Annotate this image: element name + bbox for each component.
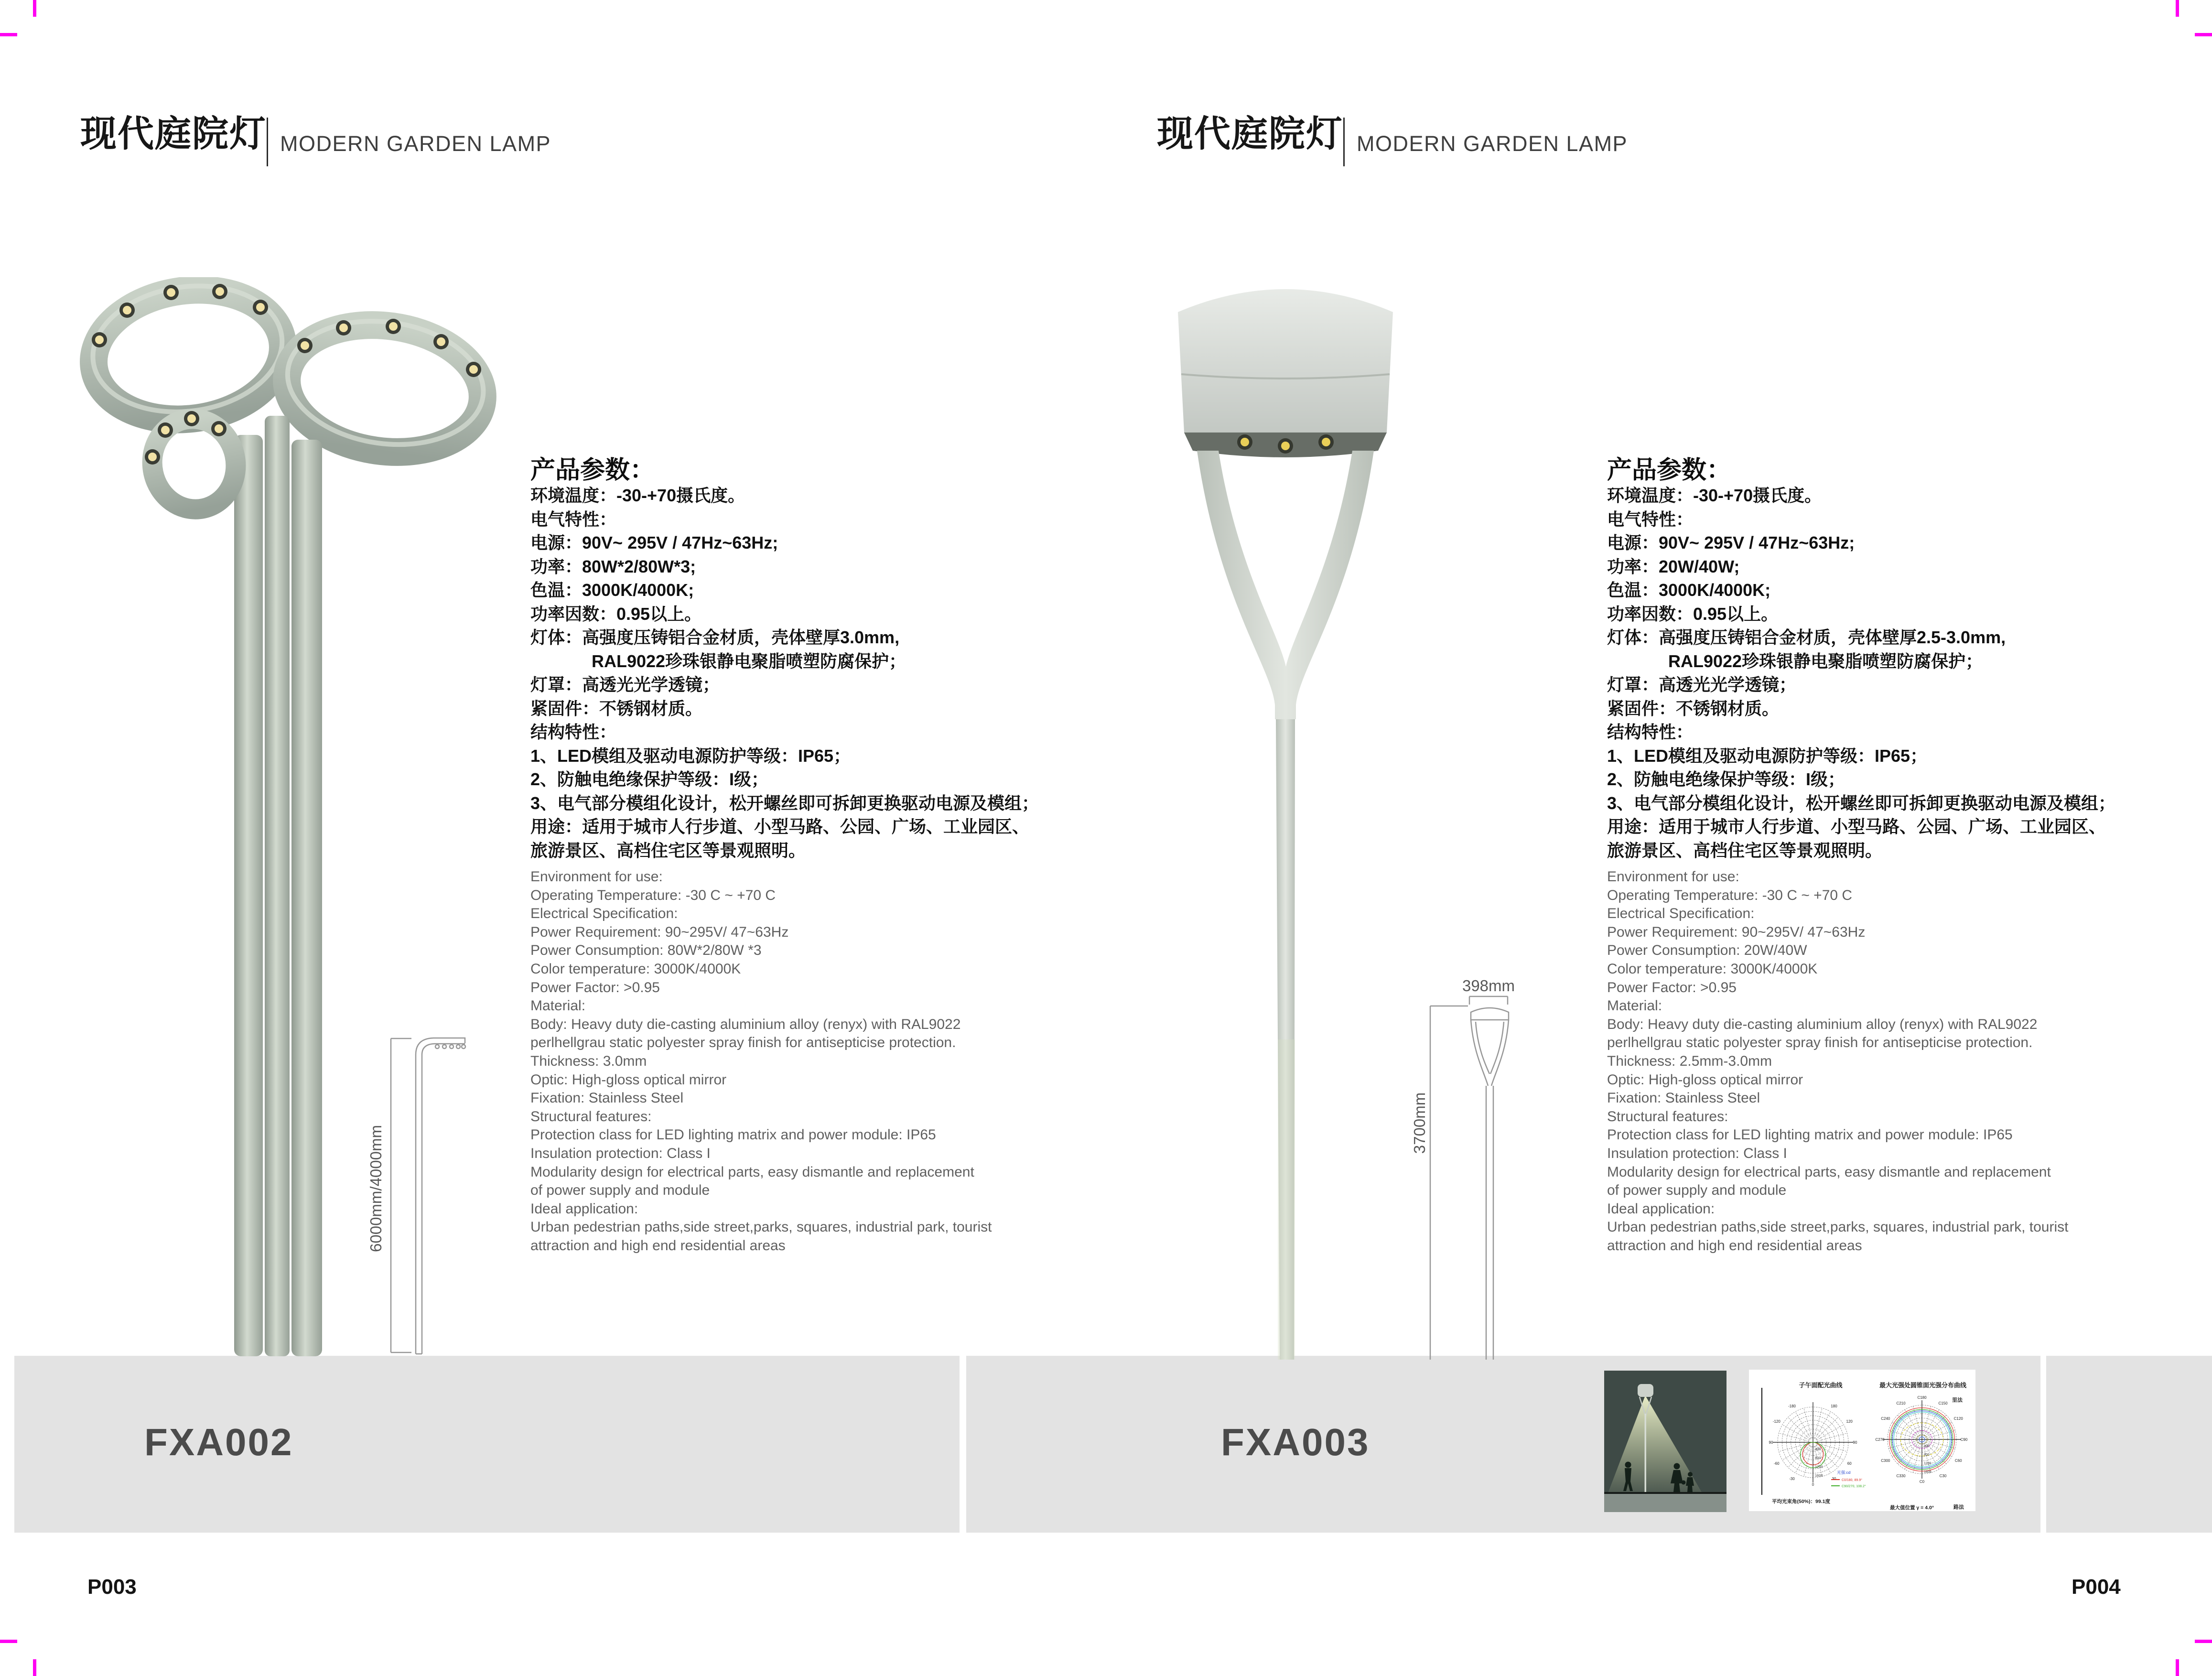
chart-label: 光强:cd (1837, 1470, 1851, 1475)
chart-label: C300 (1881, 1459, 1890, 1463)
chart-label: C180 (1917, 1395, 1927, 1400)
crop-mark-bottom-right-h (2195, 1640, 2212, 1643)
spec-line-cn: 功率：80W*2/80W*3; (530, 556, 696, 576)
spec-line-en: perlhellgrau static polyester spray finish for antisepticise protection. (530, 1035, 956, 1051)
spec-line-en: Structural features: (1607, 1108, 1728, 1125)
specs-en-list (1607, 868, 2171, 1255)
chart-label: 120 (1846, 1419, 1853, 1424)
chart-label: C210 (1896, 1401, 1906, 1406)
spec-line-cn: 2、防触电绝缘保护等级：I级； (530, 769, 769, 789)
spec-line-en: Power Requirement: 90~295V/ 47~63Hz (530, 924, 789, 940)
params-title: 产品参数： (530, 456, 655, 484)
chart-label: C240 (1881, 1416, 1890, 1421)
spec-line-cn: 电源：90V~ 295V / 47Hz~63Hz; (530, 533, 778, 552)
spec-line-cn: 紧固件：不锈钢材质。 (530, 698, 703, 718)
spec-line-cn: 电气特性： (530, 509, 617, 529)
spec-line-en: Urban pedestrian paths,side street,parks, squares, industrial park, tourist (1607, 1219, 2069, 1235)
spec-line-cn: 灯罩：高透光光学透镜； (1607, 675, 1797, 694)
spec-line-en: of power supply and module (1607, 1182, 1787, 1199)
chart-label: C60 (1954, 1459, 1962, 1463)
chart-label: C270 (1875, 1438, 1885, 1442)
spec-line-en: Material: (1607, 998, 1662, 1014)
spec-line-en: Power Requirement: 90~295V/ 47~63Hz (1607, 924, 1866, 940)
chart-label: C90/270, 108.2° (1842, 1485, 1866, 1488)
chart-label: C0/180, 89.9° (1842, 1479, 1862, 1482)
page-number: P003 (87, 1575, 137, 1599)
spec-line-en: Modularity design for electrical parts, easy dismantle and replacement (1607, 1164, 2051, 1180)
model-label: FXA003 (1221, 1421, 1370, 1463)
spec-line-en: Environment for use: (1607, 869, 1739, 885)
spec-line-en: Optic: High-gloss optical mirror (1607, 1071, 1803, 1088)
chart-label: 30 (1832, 1477, 1836, 1481)
spec-line-cn: 1、LED模组及驱动电源防护等级：IP65； (530, 746, 851, 766)
chart-label: 1600 (1815, 1473, 1823, 1478)
spec-line-en: Thickness: 3.0mm (530, 1053, 647, 1069)
spec-line-cn: 功率：20W/40W; (1607, 556, 1740, 576)
spec-line-en: Operating Temperature: -30 C ~ +70 C (530, 887, 776, 903)
page-left (0, 0, 1070, 1676)
chart-label: C30 (1939, 1474, 1947, 1479)
spec-line-en: Insulation protection: Class I (530, 1145, 711, 1161)
chart-label: C90 (1960, 1438, 1968, 1442)
spec-line-en: Color temperature: 3000K/4000K (1607, 961, 1818, 977)
chart-label: 180 (1831, 1404, 1837, 1408)
spec-line-en: Ideal application: (1607, 1200, 1715, 1217)
chart-label: C120 (1953, 1416, 1963, 1421)
spec-line-en: Material: (530, 998, 586, 1014)
spec-line-cn: 紧固件：不锈钢材质。 (1607, 698, 1780, 718)
chart-label: 800 (1815, 1456, 1821, 1460)
spec-line-en: attraction and high end residential areas (1607, 1237, 1862, 1254)
spec-line-en: Power Consumption: 80W*2/80W *3 (530, 942, 762, 959)
chart-label: C0 (1919, 1480, 1925, 1484)
chart-label: 1200 (1815, 1464, 1823, 1469)
spec-line-en: Color temperature: 3000K/4000K (530, 961, 741, 977)
dimension-height-fxa003: 3700mm (1411, 1092, 1428, 1154)
chart-label: 1200 (1924, 1462, 1931, 1465)
cone-corner-top-label: 里法 (1952, 1397, 1963, 1403)
page-title-cn: 现代庭院灯 (1157, 114, 1343, 154)
photometric-panel (1749, 1370, 1975, 1511)
spec-line-cn: 色温：3000K/4000K; (530, 580, 694, 600)
spec-line-en: Optic: High-gloss optical mirror (530, 1071, 727, 1088)
dimension-width-fxa003: 398mm (1462, 977, 1515, 995)
spec-line-en: Power Factor: >0.95 (1607, 979, 1737, 995)
spec-line-cn: 1、LED模组及驱动电源防护等级：IP65； (1607, 746, 1928, 766)
spec-line-cn: 2、防触电绝缘保护等级：I级； (1607, 769, 1845, 789)
header-divider (267, 118, 268, 166)
spec-line-en: Fixation: Stainless Steel (530, 1090, 684, 1106)
page-title-cn: 现代庭院灯 (80, 114, 267, 154)
model-label: FXA002 (144, 1421, 293, 1463)
chart-label: 400 (1815, 1447, 1821, 1451)
meridian-polar-chart (1756, 1389, 1870, 1497)
spec-line-cn: 3、电气部分模组化设计，松开螺丝即可拆卸更换驱动电源及模组； (1607, 793, 2116, 813)
spec-line-en: Protection class for LED lighting matrix and power module: IP65 (530, 1127, 936, 1143)
header-divider (1343, 118, 1345, 166)
spec-line-en: perlhellgrau static polyester spray finish for antisepticise protection. (1607, 1035, 2033, 1051)
cone-caption: 最大值位置 γ = 4.0° (1890, 1505, 1934, 1511)
spec-line-en: of power supply and module (530, 1182, 710, 1199)
spec-line-en: Urban pedestrian paths,side street,parks, squares, industrial park, tourist (530, 1219, 992, 1235)
spec-line-en: Electrical Specification: (1607, 906, 1755, 922)
spec-line-en: Power Factor: >0.95 (530, 979, 660, 995)
spec-line-en: Environment for use: (530, 869, 663, 885)
spec-line-cn: RAL9022珍珠银静电聚脂喷塑防腐保护； (1668, 651, 1983, 671)
spec-line-cn: 用途：适用于城市人行步道、小型马路、公园、广场、工业园区、 (1607, 817, 2106, 836)
spec-line-cn: 环境温度：-30-+70摄氏度。 (530, 486, 745, 505)
chart-label: 1600 (1924, 1471, 1931, 1474)
page-title-en: MODERN GARDEN LAMP (1357, 131, 1628, 156)
spec-line-en: Body: Heavy duty die-casting aluminium alloy (renyx) with RAL9022 (530, 1016, 961, 1032)
spec-line-cn: 3、电气部分模组化设计，松开螺丝即可拆卸更换驱动电源及模组； (530, 793, 1039, 813)
spec-line-cn: 结构特性： (530, 722, 617, 742)
specs-cn-list (1607, 484, 2171, 862)
page-title-en: MODERN GARDEN LAMP (280, 131, 551, 156)
spec-line-cn: 色温：3000K/4000K; (1607, 580, 1771, 600)
spec-line-cn: 用途：适用于城市人行步道、小型马路、公园、广场、工业园区、 (530, 817, 1030, 836)
spec-line-cn: 环境温度：-30-+70摄氏度。 (1607, 486, 1822, 505)
spec-line-en: Power Consumption: 20W/40W (1607, 942, 1807, 959)
specs-en-list (530, 868, 1094, 1255)
spec-line-en: Operating Temperature: -30 C ~ +70 C (1607, 887, 1853, 903)
specs-cn-list (530, 484, 1094, 862)
spec-line-cn: 灯体：高强度压铸铝合金材质，壳体壁厚3.0mm, (530, 627, 900, 647)
crop-mark-bottom-right-v (2176, 1659, 2179, 1676)
spec-line-cn: 结构特性： (1607, 722, 1694, 742)
chart-label: 60 (1847, 1461, 1852, 1466)
chart-label: -60 (1774, 1461, 1780, 1466)
spec-line-en: Thickness: 2.5mm-3.0mm (1607, 1053, 1772, 1069)
cone-chart-title: 最大光强处圆锥面光强分布曲线 (1879, 1382, 1966, 1389)
spec-line-en: Modularity design for electrical parts, easy dismantle and replacement (530, 1164, 974, 1180)
spec-line-cn: 灯罩：高透光光学透镜； (530, 675, 720, 694)
chart-label: 90 (1769, 1440, 1773, 1445)
spec-line-en: Protection class for LED lighting matrix and power module: IP65 (1607, 1127, 2013, 1143)
chart-label: 0 (1812, 1482, 1814, 1487)
spec-line-cn: 电气特性： (1607, 509, 1694, 529)
chart-label: 90 (1853, 1440, 1857, 1445)
spec-line-en: Ideal application: (530, 1200, 638, 1217)
spec-line-cn: 旅游景区、高档住宅区等景观照明。 (1607, 840, 1883, 860)
chart-label: 400 (1924, 1445, 1930, 1448)
spec-line-en: Body: Heavy duty die-casting aluminium alloy (renyx) with RAL9022 (1607, 1016, 2038, 1032)
spec-line-cn: 旅游景区、高档住宅区等景观照明。 (530, 840, 806, 860)
chart-label: 800 (1924, 1453, 1930, 1457)
chart-label: -30 (1789, 1477, 1795, 1481)
spec-line-en: Insulation protection: Class I (1607, 1145, 1787, 1161)
crop-mark-top-right-v (2176, 0, 2179, 17)
chart-label: C150 (1938, 1401, 1948, 1406)
chart-label: -120 (1772, 1419, 1780, 1424)
spec-line-cn: 灯体：高强度压铸铝合金材质，壳体壁厚2.5-3.0mm, (1607, 627, 2006, 647)
cone-polar-chart (1872, 1389, 1972, 1503)
spec-line-cn: 功率因数：0.95以上。 (1607, 604, 1779, 624)
spec-line-en: Electrical Specification: (530, 906, 678, 922)
spec-line-cn: 功率因数：0.95以上。 (530, 604, 702, 624)
meridian-chart-title: 子午面配光曲线 (1799, 1382, 1843, 1389)
dimension-height-fxa002: 6000mm/4000mm (367, 1125, 385, 1252)
page-number: P004 (2072, 1575, 2121, 1599)
crop-mark-top-right-h (2195, 33, 2212, 36)
cone-corner-bottom-label: 路法 (1953, 1504, 1964, 1510)
spec-line-en: attraction and high end residential areas (530, 1237, 786, 1254)
application-photo (1604, 1371, 1726, 1512)
spec-line-cn: RAL9022珍珠银静电聚脂喷塑防腐保护； (592, 651, 906, 671)
params-title: 产品参数： (1607, 456, 1732, 484)
spec-line-en: Structural features: (530, 1108, 652, 1125)
meridian-caption: 平均光束角(50%)：99.1度 (1772, 1499, 1830, 1504)
chart-label: -180 (1788, 1404, 1796, 1408)
spec-line-en: Fixation: Stainless Steel (1607, 1090, 1760, 1106)
spec-line-cn: 电源：90V~ 295V / 47Hz~63Hz; (1607, 533, 1855, 552)
chart-label: C330 (1896, 1474, 1906, 1479)
